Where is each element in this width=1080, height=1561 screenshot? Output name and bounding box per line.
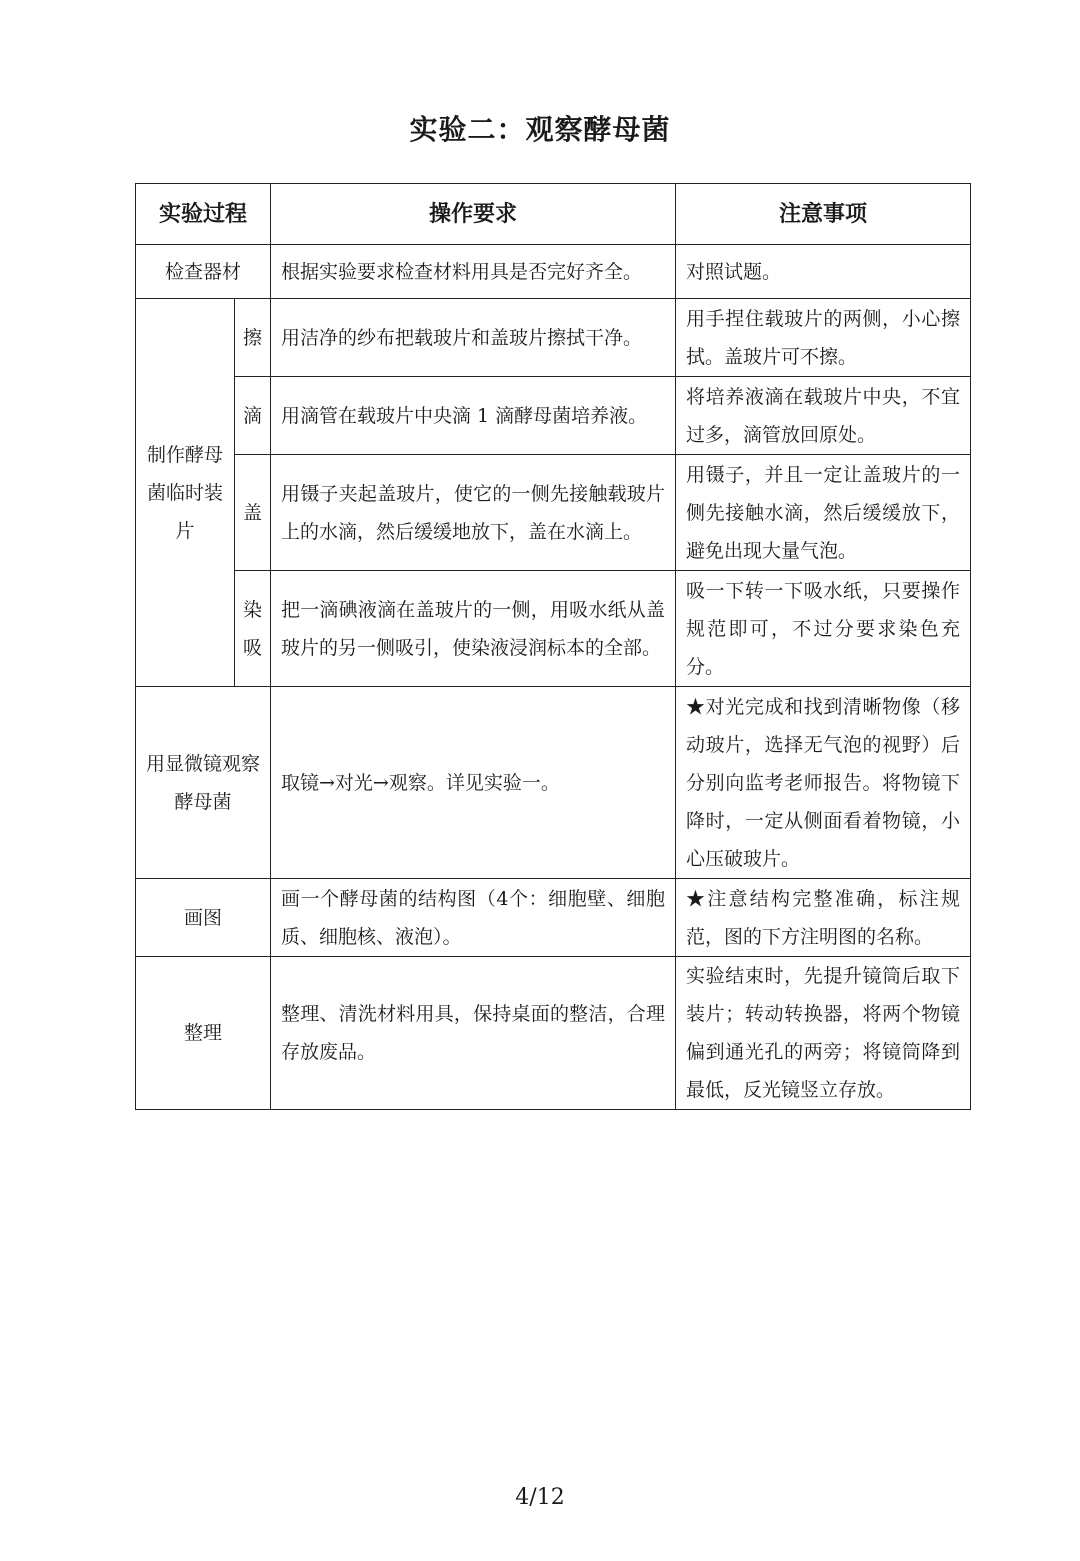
operation-cell: 用滴管在载玻片中央滴 1 滴酵母菌培养液。 <box>271 377 676 455</box>
operation-cell: 画一个酵母菌的结构图（4个：细胞壁、细胞质、细胞核、液泡）。 <box>271 879 676 957</box>
table-row <box>136 571 971 687</box>
operation-cell: 取镜→对光→观察。详见实验一。 <box>271 687 676 879</box>
group-cell: 制作酵母菌临时装片 <box>136 299 235 687</box>
notes-cell: ★注意结构完整准确，标注规范，图的下方注明图的名称。 <box>676 879 971 957</box>
process-cell: 检查器材 <box>136 245 271 299</box>
table-row <box>136 377 971 455</box>
table-row <box>136 455 971 571</box>
table-row <box>136 687 971 879</box>
process-cell: 整理 <box>136 957 271 1110</box>
operation-cell: 把一滴碘液滴在盖玻片的一侧，用吸水纸从盖玻片的另一侧吸引，使染液浸润标本的全部。 <box>271 571 676 687</box>
notes-cell: 用镊子，并且一定让盖玻片的一侧先接触水滴，然后缓缓放下，避免出现大量气泡。 <box>676 455 971 571</box>
table-row <box>136 299 971 377</box>
page-number: 4/12 <box>515 1485 565 1510</box>
notes-cell: 对照试题。 <box>676 245 971 299</box>
table-row <box>136 957 971 1110</box>
step-cell: 滴 <box>235 377 271 455</box>
header-process: 实验过程 <box>136 184 271 245</box>
table-header-row <box>136 184 971 245</box>
notes-cell: ★对光完成和找到清晰物像（移动玻片，选择无气泡的视野）后分别向监考老师报告。将物镜下降时，一定从侧面看着物镜，小心压破玻片。 <box>676 687 971 879</box>
page-title: 实验二：观察酵母菌 <box>409 113 671 146</box>
notes-cell: 用手捏住载玻片的两侧，小心擦拭。盖玻片可不擦。 <box>676 299 971 377</box>
operation-cell: 根据实验要求检查材料用具是否完好齐全。 <box>271 245 676 299</box>
operation-cell: 用洁净的纱布把载玻片和盖玻片擦拭干净。 <box>271 299 676 377</box>
process-cell: 用显微镜观察酵母菌 <box>136 687 271 879</box>
table-row <box>136 245 971 299</box>
step-cell: 擦 <box>235 299 271 377</box>
step-cell: 染吸 <box>235 571 271 687</box>
notes-cell: 吸一下转一下吸水纸，只要操作规范即可，不过分要求染色充分。 <box>676 571 971 687</box>
operation-cell: 用镊子夹起盖玻片，使它的一侧先接触载玻片上的水滴，然后缓缓地放下，盖在水滴上。 <box>271 455 676 571</box>
header-notes: 注意事项 <box>676 184 971 245</box>
table-row <box>136 879 971 957</box>
notes-cell: 将培养液滴在载玻片中央，不宜过多，滴管放回原处。 <box>676 377 971 455</box>
notes-cell: 实验结束时，先提升镜筒后取下装片；转动转换器，将两个物镜偏到通光孔的两旁；将镜筒降到最低，反光镜竖立存放。 <box>676 957 971 1110</box>
operation-cell: 整理、清洗材料用具，保持桌面的整洁，合理存放废品。 <box>271 957 676 1110</box>
process-cell: 画图 <box>136 879 271 957</box>
experiment-table <box>135 183 971 1110</box>
step-cell: 盖 <box>235 455 271 571</box>
header-operation: 操作要求 <box>271 184 676 245</box>
